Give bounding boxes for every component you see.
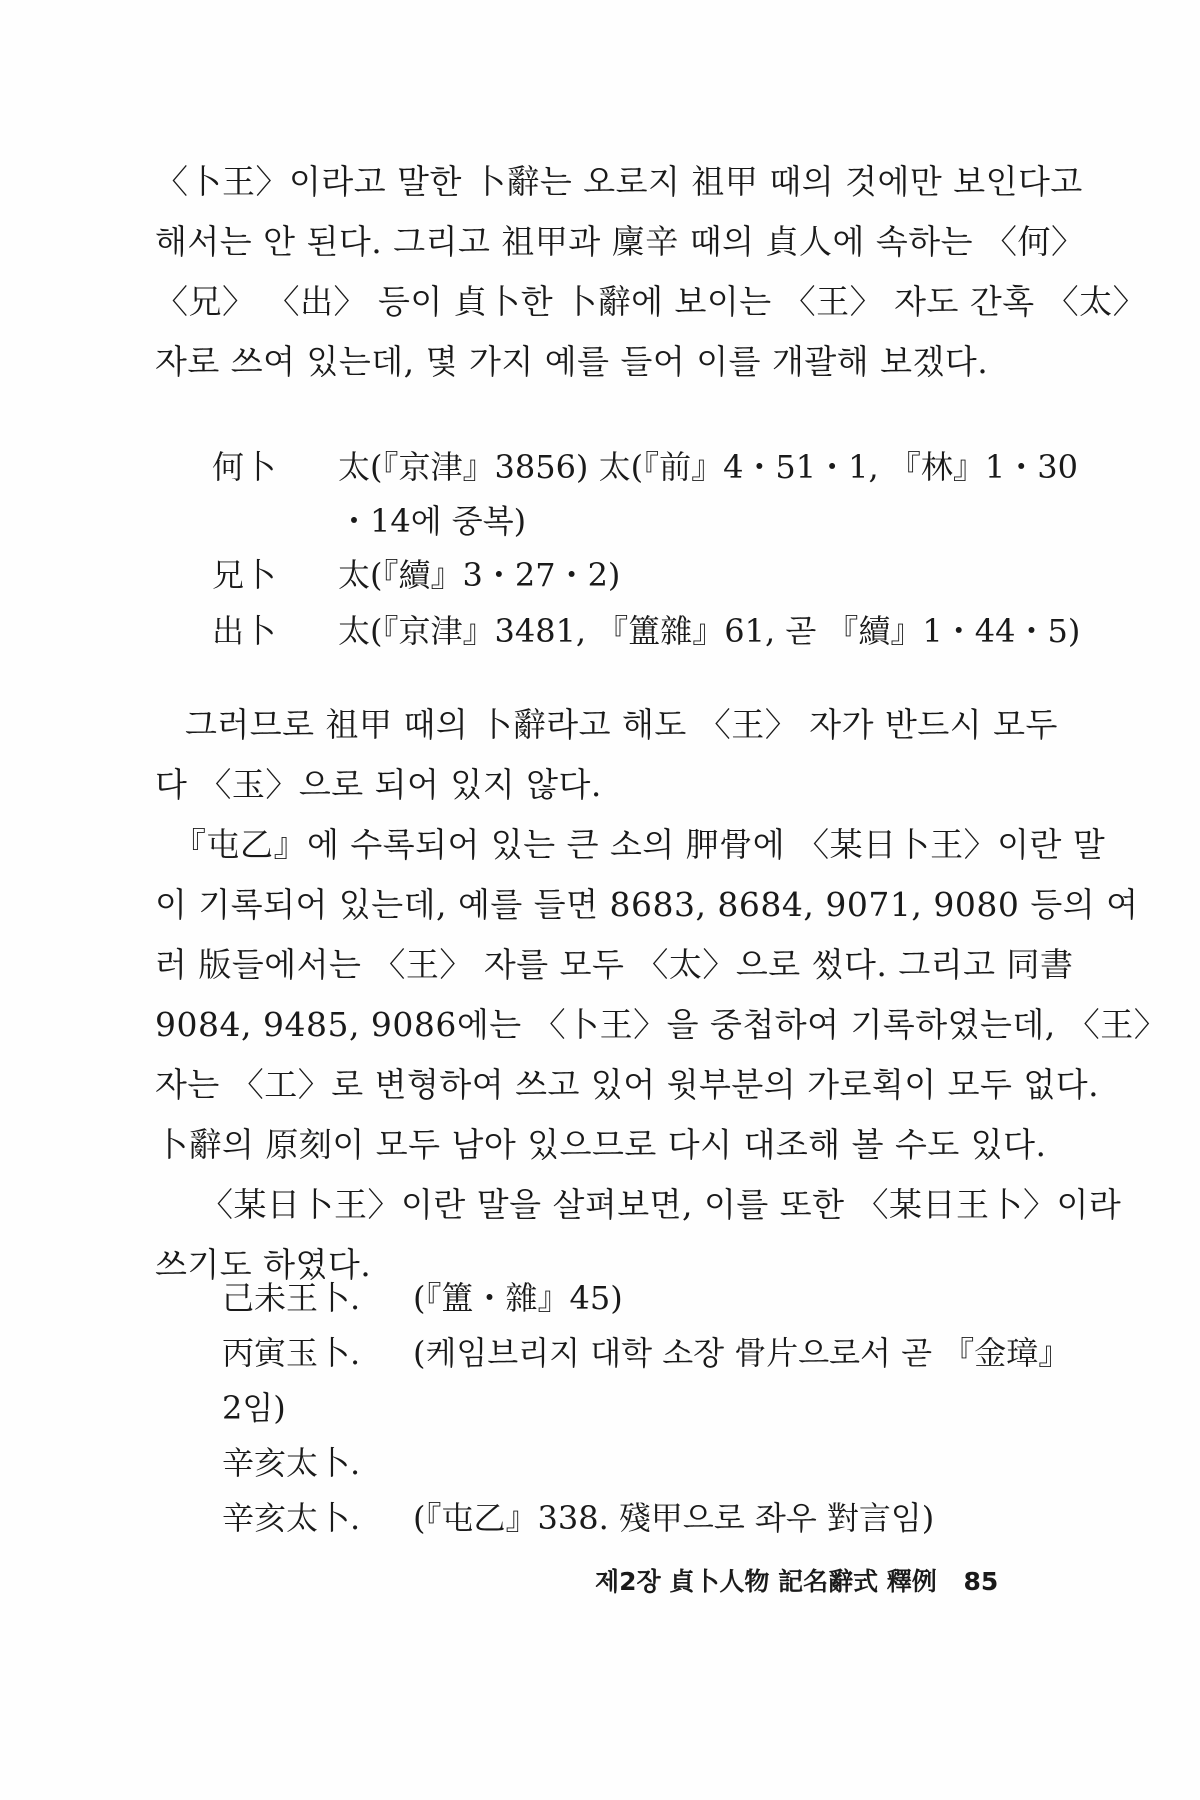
citation-label: 何卜 bbox=[212, 448, 277, 486]
text-line: 자는 〈工〉로 변형하여 쓰고 있어 윗부분의 가로획이 모두 없다. bbox=[155, 1065, 1100, 1104]
citation-label: 丙寅玉卜. bbox=[222, 1334, 361, 1372]
text-line: 卜辭의 原刻이 모두 남아 있으므로 다시 대조해 볼 수도 있다. bbox=[155, 1125, 1047, 1164]
citation-text: 太(『京津』3856) 太(『前』4・51・1, 『林』1・30 bbox=[338, 448, 1078, 486]
paragraph-2 bbox=[155, 695, 1168, 1295]
citation-label: 己未王卜. bbox=[222, 1279, 361, 1317]
text-line: 〈卜王〉이라고 말한 卜辭는 오로지 祖甲 때의 것에만 보인다고 bbox=[155, 162, 1083, 201]
text-line: 〈某日卜王〉이란 말을 살펴보면, 이를 또한 〈某日王卜〉이라 bbox=[200, 1185, 1122, 1224]
paragraph-1 bbox=[155, 152, 1147, 392]
text-line: 다 〈玉〉으로 되어 있지 않다. bbox=[155, 765, 602, 804]
text-line: 쓰기도 하였다. bbox=[155, 1245, 372, 1284]
citation-text: (『屯乙』338. 殘甲으로 좌우 對言임) bbox=[413, 1499, 935, 1537]
citation-text: 太(『續』3・27・2) bbox=[338, 556, 621, 594]
text-line: 러 版들에서는 〈王〉 자를 모두 〈太〉으로 썼다. 그리고 同書 bbox=[155, 945, 1074, 984]
text-line: 자로 쓰여 있는데, 몇 가지 예를 들어 이를 개괄해 보겠다. bbox=[155, 342, 989, 381]
citation-text: (케임브리지 대학 소장 骨片으로서 곧 『金璋』 bbox=[413, 1334, 1071, 1372]
citation-label: 辛亥太卜. bbox=[222, 1499, 361, 1537]
citation-label: 兄卜 bbox=[212, 556, 277, 594]
running-title: 제2장 貞卜人物 記名辭式 釋例 bbox=[595, 1567, 937, 1596]
citation-label: 2임) bbox=[222, 1389, 286, 1427]
text-line: 9084, 9485, 9086에는 〈卜王〉을 중첩하여 기록하였는데, 〈王〉 bbox=[155, 1005, 1168, 1044]
text-line: 〈兄〉 〈出〉 등이 貞卜한 卜辭에 보이는 〈王〉 자도 간혹 〈太〉 bbox=[155, 282, 1147, 321]
text-line: 이 기록되어 있는데, 예를 들면 8683, 8684, 9071, 9080 등의 여 bbox=[155, 885, 1139, 924]
citation-text: 太(『京津』3481, 『簠雜』61, 곧 『續』1・44・5) bbox=[338, 612, 1081, 650]
citation-text: (『簠・雜』45) bbox=[413, 1279, 623, 1317]
page-number: 85 bbox=[963, 1567, 999, 1596]
text-line: 그러므로 祖甲 때의 卜辭라고 해도 〈王〉 자가 반드시 모두 bbox=[185, 705, 1058, 744]
page-footer bbox=[595, 1562, 1065, 1598]
text-line: 『屯乙』에 수록되어 있는 큰 소의 胛骨에 〈某日卜王〉이란 말 bbox=[173, 825, 1106, 864]
citation-label: 辛亥太卜. bbox=[222, 1444, 361, 1482]
citation-label: 出卜 bbox=[212, 612, 277, 650]
text-line: 해서는 안 된다. 그리고 祖甲과 廩辛 때의 貞人에 속하는 〈何〉 bbox=[155, 222, 1085, 261]
citation-text: ・14에 중복) bbox=[338, 502, 527, 540]
